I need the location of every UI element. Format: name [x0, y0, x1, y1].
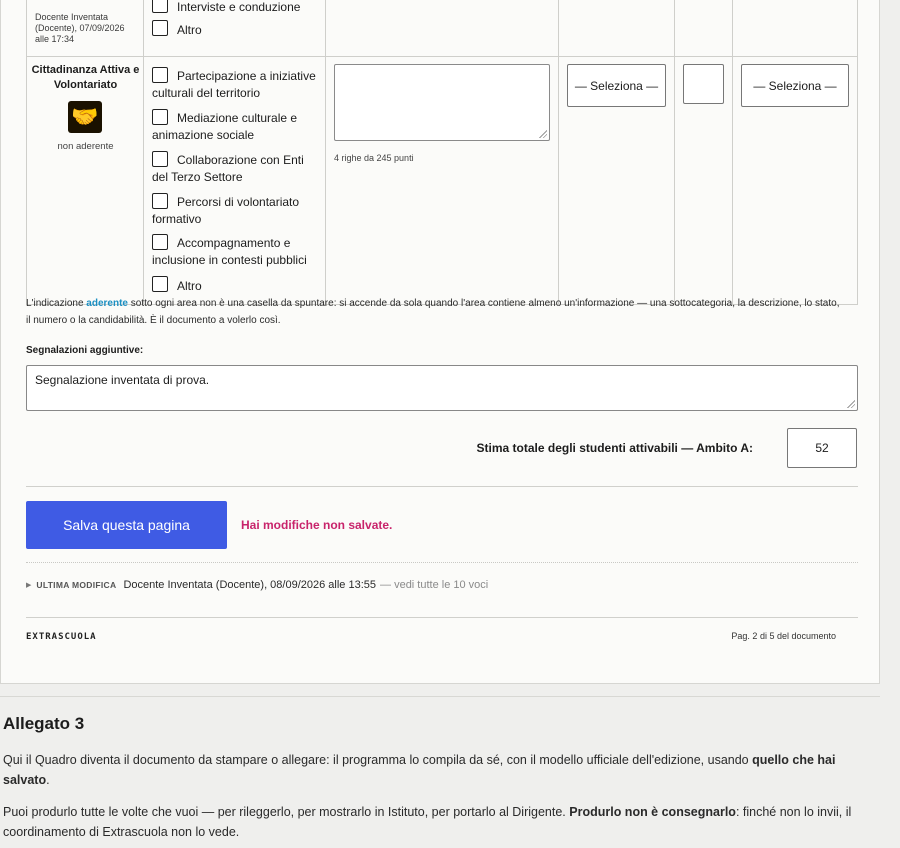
- checkbox-label: Partecipazione a iniziative culturali del territorio: [152, 69, 316, 100]
- stima-input[interactable]: 52: [787, 428, 857, 468]
- vedi-voci-link[interactable]: — vedi tutte le 10 voci: [380, 579, 489, 591]
- segnalazioni-textarea[interactable]: Segnalazione inventata di prova.: [26, 365, 858, 411]
- brand-logo: EXTRASCUOLA: [26, 632, 97, 642]
- handshake-icon: 🤝: [68, 101, 102, 133]
- unsaved-warning: Hai modifiche non salvate.: [241, 518, 393, 532]
- resize-handle[interactable]: [539, 130, 547, 138]
- divider: [26, 562, 858, 563]
- ultima-modifica[interactable]: [26, 579, 488, 591]
- ultima-modifica-value: Docente Inventata (Docente), 08/09/2026 alle 13:55: [123, 579, 377, 591]
- checkbox-label: Altro: [177, 279, 202, 293]
- stima-label: Stima totale degli studenti attivabili — Ambito A:: [476, 441, 753, 455]
- checkbox-label: Altro: [177, 23, 202, 37]
- checkbox-label: Collaborazione con Enti del Terzo Settore: [152, 153, 304, 184]
- stato-select[interactable]: — Seleziona —: [567, 64, 666, 107]
- ultima-modifica-label: ULTIMA MODIFICA: [36, 580, 117, 590]
- disclosure-triangle-icon[interactable]: ▶: [26, 582, 32, 589]
- section-divider: [0, 696, 880, 697]
- status-badge: non aderente: [57, 141, 114, 152]
- allegato-paragraph-1: Qui il Quadro diventa il documento da stampare o allegare: il programma lo compila da sé, con il modello ufficiale dell'edizione, usando quello che hai salvato.: [3, 753, 836, 787]
- divider: [26, 486, 858, 487]
- description-textarea[interactable]: [334, 64, 550, 141]
- checkbox-label: Accompagnamento e inclusione in contesti pubblici: [152, 236, 307, 267]
- row-meta: Docente Inventata (Docente), 07/09/2026 alle 17:34: [35, 12, 125, 44]
- page-indicator: Pag. 2 di 5 del documento: [731, 631, 836, 641]
- area-title: Cittadinanza Attiva e Volontariato: [31, 64, 140, 91]
- divider: [26, 617, 858, 618]
- table-row-cittadinanza: [26, 57, 858, 305]
- description-hint: 4 righe da 245 punti: [334, 153, 414, 163]
- checkbox-label: Percorsi di volontariato formativo: [152, 195, 300, 226]
- resize-handle[interactable]: [847, 400, 855, 408]
- allegato-paragraph-2: Puoi produrlo tutte le volte che vuoi — per rileggerlo, per mostrarlo in Istituto, per portarlo al Dirigente. Produrlo non è consegnarlo: finché non lo invii, il coordinamento di Extrascuola non lo vede.: [3, 805, 852, 839]
- aderente-highlight: aderente: [86, 298, 128, 309]
- checkbox-label: Mediazione culturale e animazione sociale: [152, 111, 298, 142]
- checkbox-label: Interviste e conduzione: [177, 0, 301, 14]
- candidabilita-select[interactable]: — Seleziona —: [741, 64, 849, 107]
- table-row: [26, 0, 858, 57]
- aderente-note: L'indicazione aderente sotto ogni area non è una casella da spuntare: si accende da sola quando l'area contiene almeno un'informazione — una sottocategoria, la descrizione, lo stato, il numero o la candidabilità. È il documento a volerlo così.: [26, 298, 840, 326]
- section-title: Allegato 3: [3, 714, 85, 733]
- segnalazioni-label: Segnalazioni aggiuntive:: [26, 345, 144, 356]
- save-button[interactable]: Salva questa pagina: [26, 501, 227, 549]
- numero-input[interactable]: [683, 64, 724, 104]
